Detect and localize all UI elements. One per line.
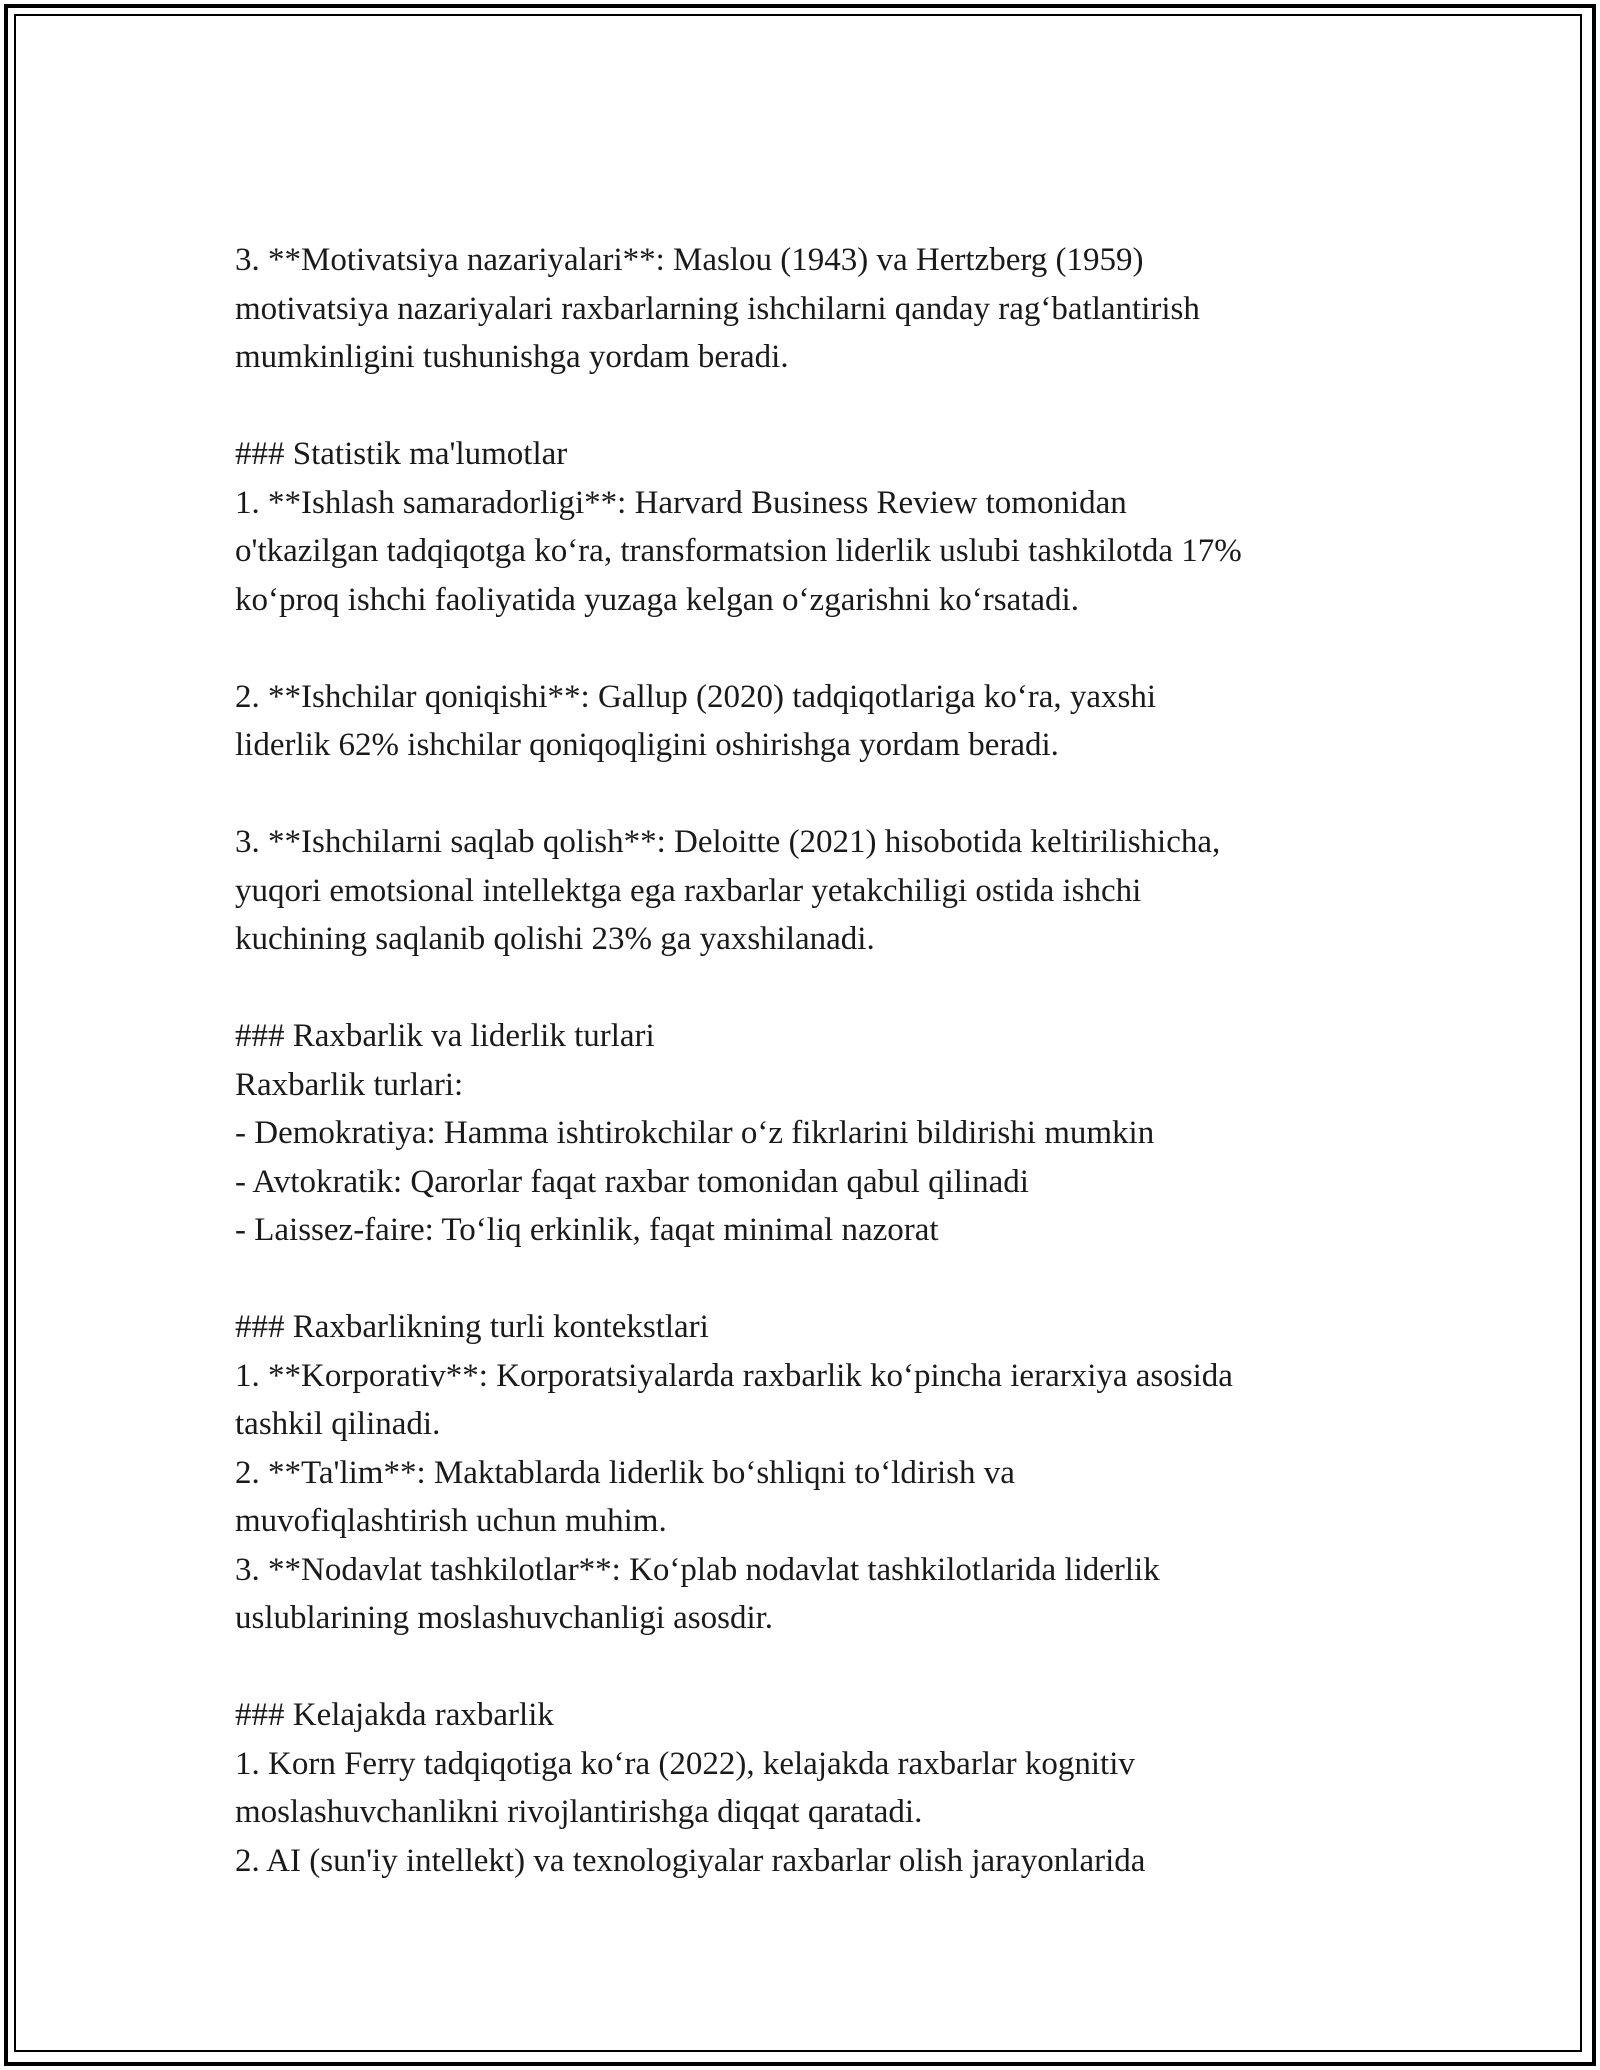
text-line: liderlik 62% ishchilar qoniqoqligini oshirishga yordam beradi. bbox=[235, 727, 1059, 763]
paragraph-gap bbox=[235, 964, 1365, 1013]
text-line: 2. **Ta'lim**: Maktablarda liderlik bo‘shliqni to‘ldirish va bbox=[235, 1454, 1015, 1491]
section-heading: ### Raxbarlik va liderlik turlari bbox=[235, 1018, 655, 1054]
paragraph-gap bbox=[235, 1643, 1365, 1692]
text-line: 3. **Motivatsiya nazariyalari**: Maslou (1943) va Hertzberg (1959) bbox=[235, 242, 1144, 278]
text-line: yuqori emotsional intellektga ega raxbarlar yetakchiligi ostida ishchi bbox=[235, 872, 1142, 909]
text-line: 1. Korn Ferry tadqiqotiga ko‘ra (2022), kelajakda raxbarlar kognitiv bbox=[235, 1745, 1135, 1782]
text-line: muvofiqlashtirish uchun muhim. bbox=[235, 1503, 667, 1539]
text-line: ko‘proq ishchi faoliyatida yuzaga kelgan o‘zgarishni ko‘rsatadi. bbox=[235, 581, 1079, 618]
list-item: - Avtokratik: Qarorlar faqat raxbar tomonidan qabul qilinadi bbox=[235, 1163, 1029, 1200]
text-line: kuchining saqlanib qolishi 23% ga yaxshilanadi. bbox=[235, 921, 875, 957]
paragraph-gap bbox=[235, 624, 1365, 673]
text-line: mumkinligini tushunishga yordam beradi. bbox=[235, 339, 789, 375]
document-body bbox=[235, 236, 1365, 1885]
text-line: Raxbarlik turlari: bbox=[235, 1066, 464, 1103]
section-heading: ### Kelajakda raxbarlik bbox=[235, 1697, 554, 1733]
text-line: tashkil qilinadi. bbox=[235, 1406, 441, 1442]
text-line: 2. AI (sun'iy intellekt) va texnologiyalar raxbarlar olish jarayonlarida bbox=[235, 1842, 1146, 1879]
section-heading: ### Raxbarlikning turli kontekstlari bbox=[235, 1309, 709, 1345]
paragraph-gap bbox=[235, 770, 1365, 819]
text-line: 1. **Ishlash samaradorligi**: Harvard Business Review tomonidan bbox=[235, 484, 1127, 521]
text-line: 3. **Nodavlat tashkilotlar**: Ko‘plab nodavlat tashkilotlarida liderlik bbox=[235, 1551, 1160, 1588]
text-line: moslashuvchanlikni rivojlantirishga diqqat qaratadi. bbox=[235, 1794, 923, 1830]
text-line: 3. **Ishchilarni saqlab qolish**: Deloitte (2021) hisobotida keltirilishicha, bbox=[235, 824, 1221, 860]
list-item: - Laissez-faire: To‘liq erkinlik, faqat minimal nazorat bbox=[235, 1212, 939, 1248]
text-line: motivatsiya nazariyalari raxbarlarning ishchilarni qanday rag‘batlantirish bbox=[235, 290, 1200, 327]
text-line: o'tkazilgan tadqiqotga ko‘ra, transformatsion liderlik uslubi tashkilotda 17% bbox=[235, 533, 1242, 569]
text-line: 2. **Ishchilar qoniqishi**: Gallup (2020) tadqiqotlariga ko‘ra, yaxshi bbox=[235, 678, 1157, 715]
paragraph-gap bbox=[235, 382, 1365, 431]
section-heading: ### Statistik ma'lumotlar bbox=[235, 436, 568, 472]
text-line: 1. **Korporativ**: Korporatsiyalarda raxbarlik ko‘pincha ierarxiya asosida bbox=[235, 1357, 1233, 1394]
text-line: uslublarining moslashuvchanligi asosdir. bbox=[235, 1600, 774, 1636]
paragraph-gap bbox=[235, 1255, 1365, 1304]
list-item: - Demokratiya: Hamma ishtirokchilar o‘z fikrlarini bildirishi mumkin bbox=[235, 1115, 1155, 1151]
